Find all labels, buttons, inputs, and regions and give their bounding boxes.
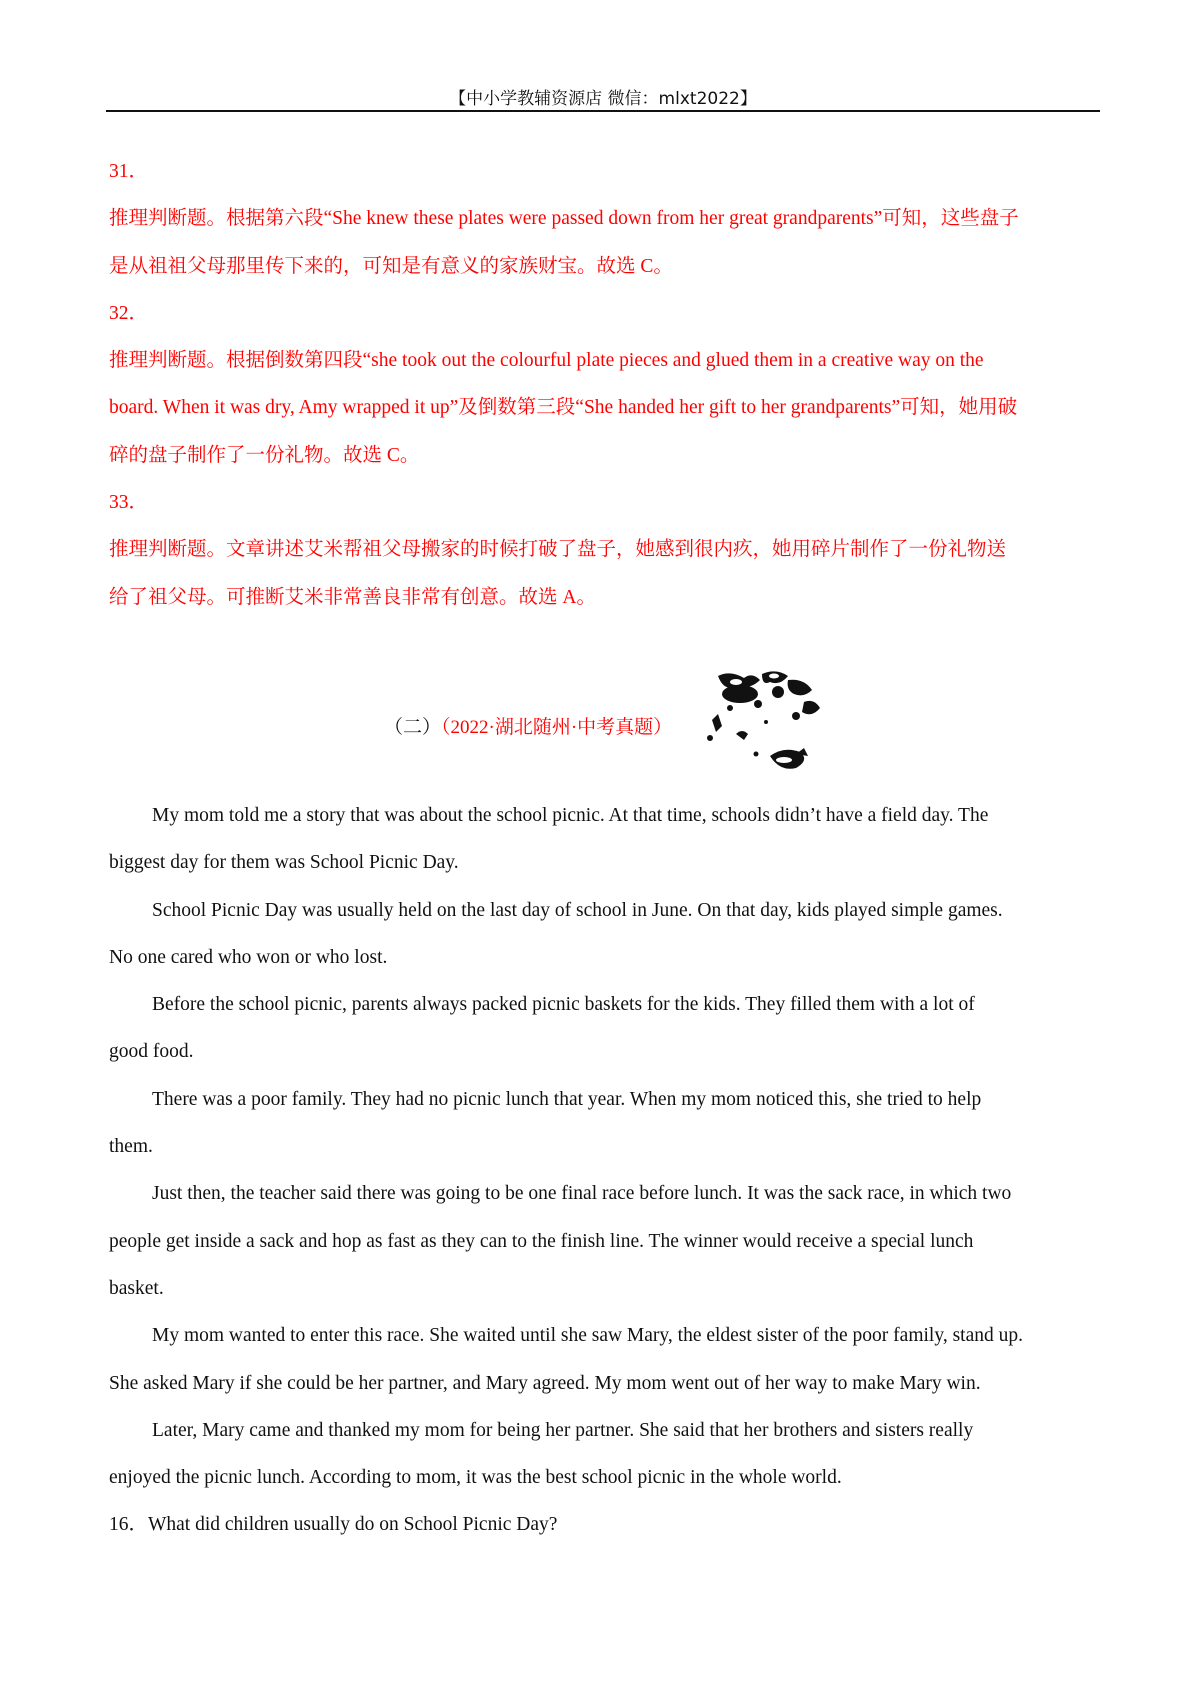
answer-line: 推理判断题。文章讲述艾米帮祖父母搬家的时候打破了盘子，她感到很内疚，她用碎片制作了一份礼物送 [109,539,1007,561]
passage-line: biggest day for them was School Picnic Day. [109,852,459,874]
passage-line: enjoyed the picnic lunch. According to mom, it was the best school picnic in the whole world. [109,1467,842,1489]
passage-line: them. [109,1136,153,1158]
passage-line: She asked Mary if she could be her partner, and Mary agreed. My mom went out of her way to make Mary win. [109,1372,981,1394]
answer-number: 33． [109,492,149,514]
answer-line: 碎的盘子制作了一份礼物。故选 C。 [109,444,420,466]
passage-line: My mom wanted to enter this race. She waited until she saw Mary, the eldest sister of the poor family, stand up. [152,1325,1023,1347]
passage-line: good food. [109,1041,194,1063]
section-prefix: （二） [384,717,442,738]
answer-line: 推理判断题。根据第六段“She knew these plates were passed down from her great grandparents”可知，这些盘子 [109,208,1019,230]
passage-line: people get inside a sack and hop as fast as they can to the finish line. The winner would receive a special lunch [109,1230,974,1252]
passage-line: Before the school picnic, parents always packed picnic baskets for the kids. They filled them with a lot of [152,994,975,1016]
passage-line: basket. [109,1277,164,1299]
answer-line: 给了祖父母。可推断艾米非常善良非常有创意。故选 A。 [109,586,596,608]
page-header: 【中小学教辅资源店 微信：mlxt2022】 [449,89,757,109]
passage-line: School Picnic Day was usually held on the last day of school in June. On that day, kids played simple games. [152,899,1003,921]
answer-number: 32． [109,302,149,324]
passage-line: My mom told me a story that was about the school picnic. At that time, schools didn’t have a field day. The [152,805,989,826]
answer-line: 推理判断题。根据倒数第四段“she took out the colourful plate pieces and glued them in a creative way on the [109,350,984,372]
section-source: （2022·湖北随州·中考真题） [441,717,673,738]
header-divider [106,110,1100,112]
reading-passage [109,792,1102,1549]
answer-line: board. When it was dry, Amy wrapped it up”及倒数第三段“She handed her gift to her grandparents”可知，她用破 [109,397,1018,419]
answer-number: 31． [109,161,149,182]
passage-line: No one cared who won or who lost. [109,946,388,968]
scribble-stamp-image [700,668,828,784]
passage-line: There was a poor family. They had no picnic lunch that year. When my mom noticed this, she tried to help [152,1088,982,1110]
answer-line: 是从祖祖父母那里传下来的，可知是有意义的家族财宝。故选 C。 [109,255,673,277]
passage-line: Later, Mary came and thanked my mom for being her partner. She said that her brothers and sisters really [152,1419,974,1441]
question-16: 16．What did children usually do on School Picnic Day? [109,1514,558,1536]
section-title [384,712,672,739]
passage-line: Just then, the teacher said there was going to be one final race before lunch. It was the sack race, in which two [152,1183,1012,1205]
answer-explanations [109,148,1102,621]
